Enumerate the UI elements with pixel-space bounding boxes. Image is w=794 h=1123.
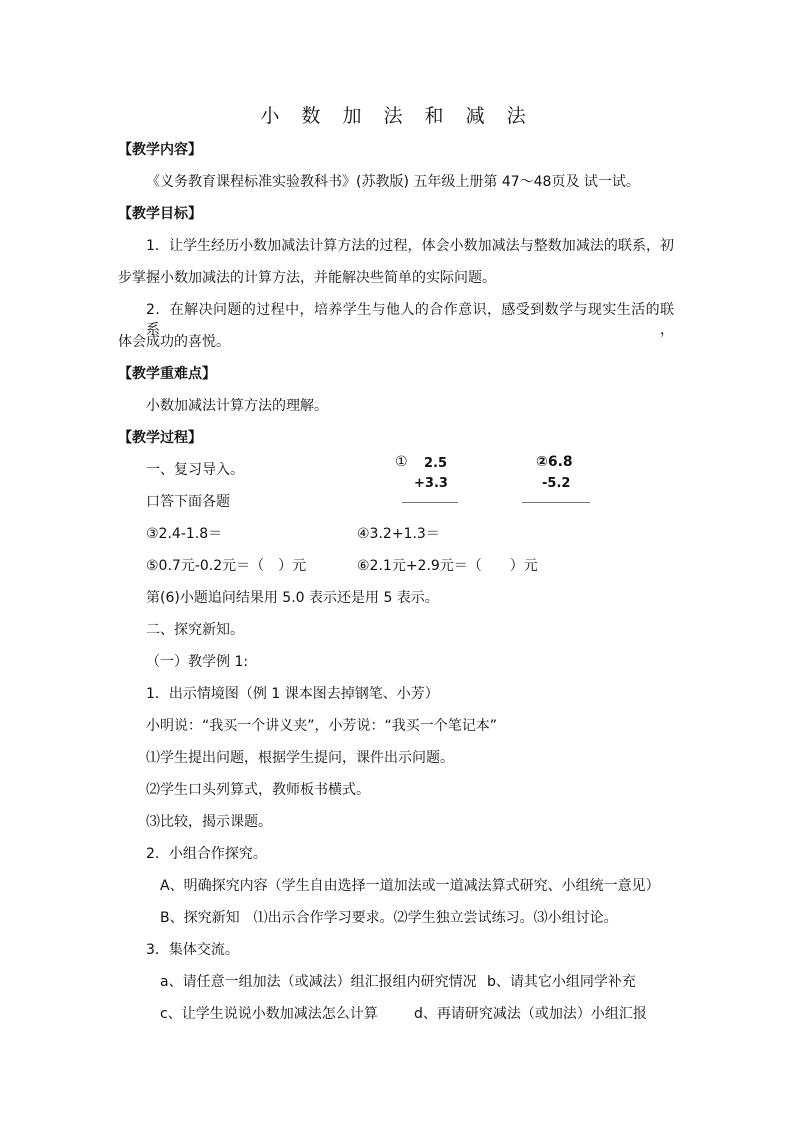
content-heading: 【教学内容】 <box>118 142 202 158</box>
content-text: 《义务教育课程标准实验教科书》(苏教版) 五年级上册第 47～48页及 试一试。 <box>146 174 640 190</box>
page-title: 小 数 加 法 和 减 法 <box>260 105 534 127</box>
class-share-d: d、再请研究减法（或加法）小组汇报 <box>414 1006 647 1022</box>
explore-step-title: 二、探究新知。 <box>146 622 244 638</box>
question-6: ⑥2.1元+2.9元＝（ ）元 <box>357 558 538 574</box>
vertical-calc-1-number: ① <box>395 454 408 470</box>
key-points-heading: 【教学重难点】 <box>118 366 216 382</box>
oral-questions-label: 口答下面各题 <box>146 494 230 510</box>
goal-1-line-1: 1．让学生经历小数加减法计算方法的过程，体会小数加减法与整数加减法的联系，初 <box>146 238 674 254</box>
group-explore-a: A、明确探究内容（学生自由选择一道加法或一道减法算式研究、小组统一意见） <box>160 878 660 894</box>
vertical-calc-2-bottom: -5.2 <box>542 476 571 491</box>
review-step-title: 一、复习导入。 <box>146 462 244 478</box>
follow-up-question: 第(6)小题追问结果用 5.0 表示还是用 5 表示。 <box>146 590 439 606</box>
group-explore-step: 2．小组合作探究。 <box>146 846 267 862</box>
scenario-step: 1．出示情境图（例 1 课本图去掉钢笔、小芳） <box>146 686 439 702</box>
goal-1-line-2: 步掌握小数加减法的计算方法，并能解决些简单的实际问题。 <box>118 270 496 286</box>
scenario-item-3: ⑶比较，揭示课题。 <box>146 814 272 830</box>
goal-2-line-2: 体会成功的喜悦。 <box>118 334 230 350</box>
scenario-item-2: ⑵学生口头列算式，教师板书横式。 <box>146 782 370 798</box>
vertical-calc-2-top: ②6.8 <box>536 454 573 470</box>
vertical-calc-2-rule <box>522 502 590 503</box>
class-share-step: 3．集体交流。 <box>146 942 239 958</box>
class-share-b: b、请其它小组同学补充 <box>487 974 636 990</box>
question-3: ③2.4-1.8＝ <box>146 526 223 542</box>
class-share-c: c、让学生说说小数加减法怎么计算 <box>160 1006 378 1022</box>
class-share-a: a、请任意一组加法（或减法）组汇报组内研究情况 <box>160 974 477 990</box>
goal-2-line-1: 2．在解决问题的过程中，培养学生与他人的合作意识，感受到数学与现实生活的联系， <box>146 302 674 338</box>
vertical-calc-1-top: 2.5 <box>424 456 448 471</box>
question-4: ④3.2+1.3＝ <box>357 526 440 542</box>
example-1-heading: （一）教学例 1: <box>146 654 249 670</box>
goals-heading: 【教学目标】 <box>118 206 202 222</box>
vertical-calc-1-bottom: +3.3 <box>414 476 448 491</box>
scenario-item-1: ⑴学生提出问题，根据学生提问，课件出示问题。 <box>146 750 454 766</box>
scenario-dialog: 小明说：“我买一个讲义夹”，小芳说：“我买一个笔记本” <box>146 718 498 734</box>
process-heading: 【教学过程】 <box>118 430 202 446</box>
question-5: ⑤0.7元-0.2元＝（ ）元 <box>146 558 307 574</box>
key-points-text: 小数加减法计算方法的理解。 <box>146 398 328 414</box>
group-explore-b: B、探究新知 ⑴出示合作学习要求。⑵学生独立尝试练习。⑶小组讨论。 <box>160 910 618 926</box>
vertical-calc-1-rule <box>402 502 458 503</box>
